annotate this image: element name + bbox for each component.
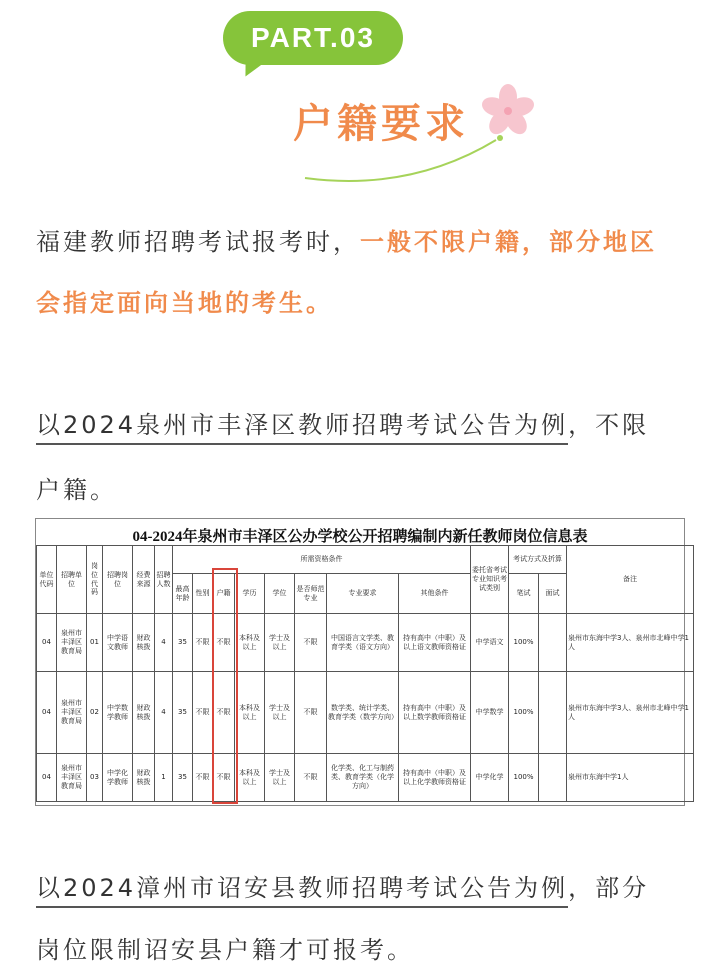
intro-line-1 bbox=[36, 222, 657, 257]
cell-unit: 泉州市丰泽区教育局 bbox=[57, 672, 87, 754]
recruitment-table-image bbox=[35, 518, 689, 806]
th-normal: 是否师范专业 bbox=[295, 574, 327, 614]
th-gender: 性别 bbox=[193, 574, 213, 614]
intro-plain: 福建教师招聘考试报考时， bbox=[36, 228, 360, 256]
example1-underlined: 以2024泉州市丰泽区教师招聘考试公告为例 bbox=[36, 411, 568, 445]
cell-post: 中学化学教师 bbox=[103, 754, 133, 802]
cell-post-code: 03 bbox=[87, 754, 103, 802]
th-other: 其他条件 bbox=[399, 574, 471, 614]
cell-post-code: 02 bbox=[87, 672, 103, 754]
cell-unit: 泉州市丰泽区教育局 bbox=[57, 614, 87, 672]
cell-max-age: 35 bbox=[173, 754, 193, 802]
cell-remarks: 泉州市东海中学3人、泉州市北峰中学1人 bbox=[567, 614, 694, 672]
th-written: 笔试 bbox=[509, 574, 539, 614]
cell-unit-code: 04 bbox=[37, 614, 57, 672]
example2-underlined: 以2024漳州市诏安县教师招聘考试公告为例 bbox=[36, 874, 568, 908]
cell-degree: 学士及以上 bbox=[265, 672, 295, 754]
example1-rest: ，不限 bbox=[568, 411, 650, 439]
cell-interview bbox=[539, 754, 567, 802]
cell-exam-type: 中学数学 bbox=[471, 672, 509, 754]
cell-degree: 学士及以上 bbox=[265, 614, 295, 672]
th-interview: 面试 bbox=[539, 574, 567, 614]
recruitment-table bbox=[36, 545, 694, 802]
example2-rest: ，部分 bbox=[568, 874, 650, 902]
cell-degree: 学士及以上 bbox=[265, 754, 295, 802]
th-post-code: 岗位代码 bbox=[87, 546, 103, 614]
intro-highlight-1: 一般不限户籍，部分地区 bbox=[360, 228, 657, 256]
cell-interview bbox=[539, 672, 567, 754]
cell-max-age: 35 bbox=[173, 614, 193, 672]
section-title: 户籍要求 bbox=[293, 101, 469, 147]
cell-written: 100% bbox=[509, 672, 539, 754]
cell-normal: 不限 bbox=[295, 614, 327, 672]
cell-post-code: 01 bbox=[87, 614, 103, 672]
decorative-swoosh bbox=[300, 132, 510, 184]
cell-major: 化学类、化工与制药类、教育学类（化学方向） bbox=[327, 754, 399, 802]
cell-hukou: 不限 bbox=[213, 754, 235, 802]
cell-exam-type: 中学化学 bbox=[471, 754, 509, 802]
cell-other: 持有高中（中职）及以上语文教师资格证 bbox=[399, 614, 471, 672]
example1-line-1 bbox=[36, 405, 649, 440]
intro-highlight-2: 会指定面向当地的考生。 bbox=[36, 289, 333, 317]
cell-gender: 不限 bbox=[193, 754, 213, 802]
cell-remarks: 泉州市东海中学3人、泉州市北峰中学1人 bbox=[567, 672, 694, 754]
cell-other: 持有高中（中职）及以上化学教师资格证 bbox=[399, 754, 471, 802]
cell-funding: 财政核拨 bbox=[133, 672, 155, 754]
th-unit-code: 单位代码 bbox=[37, 546, 57, 614]
cell-major: 中国语言文学类、教育学类（语文方向） bbox=[327, 614, 399, 672]
th-major: 专业要求 bbox=[327, 574, 399, 614]
cell-post: 中学语文教师 bbox=[103, 614, 133, 672]
th-exam-type: 委托省考试专业知识考试类别 bbox=[471, 546, 509, 614]
cell-other: 持有高中（中职）及以上数学教师资格证 bbox=[399, 672, 471, 754]
cell-funding: 财政核拨 bbox=[133, 614, 155, 672]
th-count: 招聘人数 bbox=[155, 546, 173, 614]
th-hukou: 户籍 bbox=[213, 574, 235, 614]
cell-gender: 不限 bbox=[193, 614, 213, 672]
cell-funding: 财政核拨 bbox=[133, 754, 155, 802]
th-max-age: 最高年龄 bbox=[173, 574, 193, 614]
cell-edu: 本科及以上 bbox=[235, 614, 265, 672]
th-requirements: 所需资格条件 bbox=[173, 546, 471, 574]
cell-remarks: 泉州市东海中学1人 bbox=[567, 754, 694, 802]
th-remarks: 备注 bbox=[567, 546, 694, 614]
cell-count: 4 bbox=[155, 672, 173, 754]
cell-exam-type: 中学语文 bbox=[471, 614, 509, 672]
th-degree: 学位 bbox=[265, 574, 295, 614]
cell-hukou: 不限 bbox=[213, 614, 235, 672]
cell-hukou: 不限 bbox=[213, 672, 235, 754]
th-edu: 学历 bbox=[235, 574, 265, 614]
cell-edu: 本科及以上 bbox=[235, 672, 265, 754]
cell-max-age: 35 bbox=[173, 672, 193, 754]
th-exam-method: 考试方式及折算 bbox=[509, 546, 567, 574]
cell-count: 1 bbox=[155, 754, 173, 802]
cell-major: 数学类、统计学类、教育学类（数学方向） bbox=[327, 672, 399, 754]
example2-line-2: 岗位限制诏安县户籍才可报考。 bbox=[36, 936, 414, 964]
cell-edu: 本科及以上 bbox=[235, 754, 265, 802]
example1-line-2: 户籍。 bbox=[36, 476, 117, 504]
hukou-highlight-box bbox=[212, 568, 238, 804]
cell-unit-code: 04 bbox=[37, 672, 57, 754]
th-funding: 经费来源 bbox=[133, 546, 155, 614]
cell-normal: 不限 bbox=[295, 754, 327, 802]
cell-unit: 泉州市丰泽区教育局 bbox=[57, 754, 87, 802]
cell-count: 4 bbox=[155, 614, 173, 672]
cell-gender: 不限 bbox=[193, 672, 213, 754]
table-title: 04-2024年泉州市丰泽区公办学校公开招聘编制内新任教师岗位信息表 bbox=[132, 529, 588, 545]
cell-written: 100% bbox=[509, 754, 539, 802]
cell-post: 中学数学教师 bbox=[103, 672, 133, 754]
table-row bbox=[37, 672, 694, 754]
th-post: 招聘岗位 bbox=[103, 546, 133, 614]
cell-normal: 不限 bbox=[295, 672, 327, 754]
cell-interview bbox=[539, 614, 567, 672]
part-badge: PART.03 bbox=[223, 11, 403, 65]
cell-unit-code: 04 bbox=[37, 754, 57, 802]
table-row bbox=[37, 614, 694, 672]
cell-written: 100% bbox=[509, 614, 539, 672]
example2-line-1 bbox=[36, 868, 649, 903]
th-unit: 招聘单位 bbox=[57, 546, 87, 614]
table-row bbox=[37, 754, 694, 802]
